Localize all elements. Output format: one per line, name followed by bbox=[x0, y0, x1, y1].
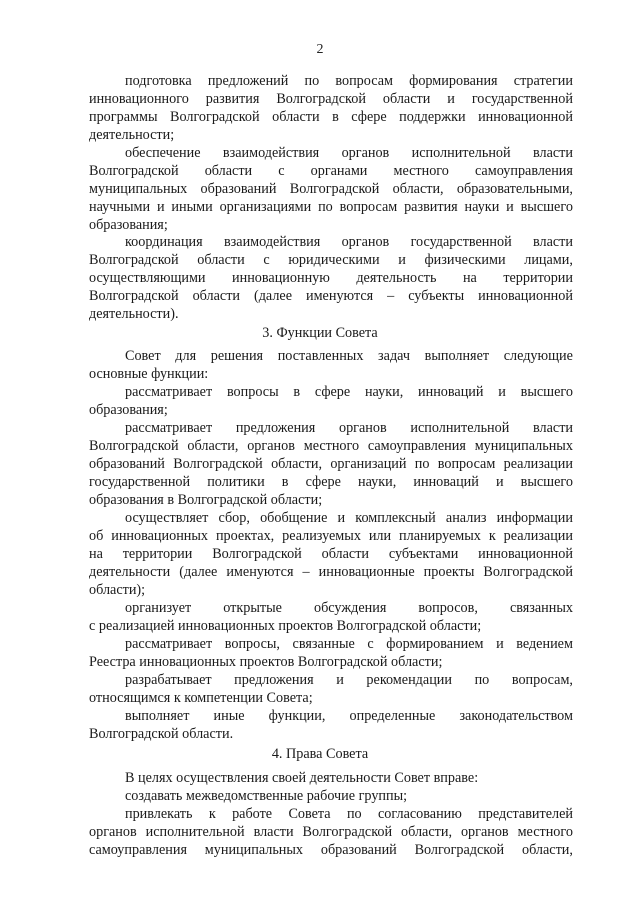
word: взаимодействия bbox=[223, 234, 321, 250]
word: лицами, bbox=[524, 252, 573, 268]
text-line: относящимся к компетенции Совета; bbox=[89, 690, 313, 706]
word: и bbox=[496, 636, 504, 652]
word: муниципальных bbox=[474, 438, 573, 454]
word: государственной bbox=[471, 91, 573, 107]
text-line: В целях осуществления своей деятельности Совет вправе: bbox=[125, 770, 479, 786]
word: организаций bbox=[330, 456, 407, 472]
word: органов bbox=[89, 824, 137, 840]
word: решения bbox=[210, 348, 264, 364]
text-line: основные функции: bbox=[89, 366, 209, 382]
word: сфере bbox=[351, 109, 387, 125]
word: об bbox=[89, 528, 104, 544]
text-line bbox=[125, 73, 573, 90]
word: в bbox=[281, 474, 289, 490]
text-line bbox=[89, 824, 573, 841]
text-line: деятельности). bbox=[89, 306, 179, 322]
text-line bbox=[125, 384, 573, 401]
word: Волгоградской bbox=[173, 456, 263, 472]
word: на bbox=[462, 270, 477, 286]
word: области, bbox=[401, 824, 452, 840]
word: и bbox=[398, 252, 406, 268]
word: по bbox=[304, 73, 320, 89]
text-line bbox=[125, 145, 573, 162]
word: науки, bbox=[358, 474, 397, 490]
word: обеспечение bbox=[125, 145, 201, 161]
word: области, bbox=[271, 456, 323, 472]
text-line bbox=[125, 672, 573, 689]
word: области bbox=[272, 109, 320, 125]
word: комплексный bbox=[355, 510, 436, 526]
word: с bbox=[263, 252, 270, 268]
text-line: области); bbox=[89, 582, 146, 598]
text-line bbox=[89, 252, 573, 269]
word: с bbox=[367, 636, 374, 652]
text-line bbox=[89, 288, 573, 305]
text-line: Волгоградской области. bbox=[89, 726, 234, 742]
word: вопросам bbox=[437, 456, 496, 472]
text-line: Реестра инновационных проектов Волгоградской области; bbox=[89, 654, 443, 670]
word: вопросов, bbox=[418, 600, 478, 616]
section-heading-functions: 3. Функции Совета bbox=[262, 325, 378, 341]
text-line bbox=[125, 600, 573, 617]
word: самоуправления bbox=[89, 842, 187, 858]
word: области bbox=[321, 546, 370, 562]
word: сбор, bbox=[218, 510, 250, 526]
word: Волгоградской bbox=[89, 163, 179, 179]
word: и bbox=[506, 199, 514, 215]
word: связанных bbox=[509, 600, 573, 616]
word: связанные bbox=[292, 636, 355, 652]
word: предложений bbox=[207, 73, 289, 89]
word: научными bbox=[89, 199, 151, 215]
word: Волгоградской bbox=[289, 181, 380, 197]
word: проекты bbox=[423, 564, 475, 580]
word: области bbox=[204, 163, 253, 179]
word: власти bbox=[532, 234, 573, 250]
word: Волгоградской bbox=[212, 546, 302, 562]
word: вопросы bbox=[226, 384, 279, 400]
word: программы bbox=[89, 109, 158, 125]
word: по bbox=[346, 806, 362, 822]
word: вопросы, bbox=[224, 636, 280, 652]
word: политики bbox=[207, 474, 265, 490]
word: субъектами bbox=[388, 546, 459, 562]
word: Волгоградской bbox=[89, 288, 179, 304]
word: к bbox=[208, 806, 216, 822]
word: именуются bbox=[305, 288, 374, 304]
word: обсуждения bbox=[313, 600, 387, 616]
word: и bbox=[447, 91, 455, 107]
text-line bbox=[89, 528, 573, 545]
word: сфере bbox=[305, 474, 341, 490]
word: законодательством bbox=[459, 708, 573, 724]
word: вопросам, bbox=[511, 672, 573, 688]
word: и bbox=[336, 672, 344, 688]
word: территории bbox=[122, 546, 193, 562]
word: образований bbox=[89, 456, 165, 472]
word: формирования bbox=[409, 73, 498, 89]
word: области, bbox=[187, 438, 239, 454]
word: реализации bbox=[503, 456, 573, 472]
text-line bbox=[89, 842, 573, 859]
word: территории bbox=[503, 270, 573, 286]
word: образовательными, bbox=[456, 181, 573, 197]
word: реализации bbox=[503, 528, 573, 544]
word: Волгоградской bbox=[170, 109, 260, 125]
word: и bbox=[156, 199, 165, 215]
text-line: образования в Волгоградской области; bbox=[89, 492, 323, 508]
text-line bbox=[125, 420, 573, 437]
word: инновационной bbox=[478, 109, 573, 125]
word: инноваций bbox=[418, 384, 484, 400]
word: исполнительной bbox=[410, 420, 510, 436]
word: физическими bbox=[424, 252, 506, 268]
word: поддержки bbox=[399, 109, 466, 125]
word: осуществляет bbox=[125, 510, 209, 526]
word: выполняет bbox=[424, 348, 490, 364]
word: Совет bbox=[125, 348, 161, 364]
word: юридическими bbox=[288, 252, 380, 268]
word: власти bbox=[533, 420, 573, 436]
text-line bbox=[89, 270, 573, 287]
text-line: образования; bbox=[89, 217, 168, 233]
text-line bbox=[89, 163, 573, 180]
word: рассматривает bbox=[125, 384, 213, 400]
word: предложения bbox=[235, 420, 316, 436]
text-line bbox=[89, 456, 573, 473]
word: и bbox=[337, 510, 346, 526]
word: разрабатывает bbox=[125, 672, 212, 688]
word: государственной bbox=[89, 474, 191, 490]
word: предложения bbox=[234, 672, 314, 688]
word: для bbox=[175, 348, 197, 364]
text-line bbox=[89, 438, 573, 455]
word: задач bbox=[378, 348, 411, 364]
word: развития bbox=[205, 91, 260, 107]
text-line: образования; bbox=[89, 402, 168, 418]
word: формированием bbox=[386, 636, 484, 652]
word: – bbox=[302, 564, 310, 580]
word: инновационных bbox=[111, 528, 209, 544]
word: иные bbox=[213, 708, 245, 724]
word: вопросам bbox=[335, 73, 393, 89]
word: к bbox=[488, 528, 496, 544]
word: инновационной bbox=[478, 288, 573, 304]
word: субъекты bbox=[408, 288, 465, 304]
word: реализуемых bbox=[282, 528, 361, 544]
word: рассматривает bbox=[125, 420, 213, 436]
word: развития bbox=[404, 199, 458, 215]
text-line: создавать межведомственные рабочие группы; bbox=[125, 788, 408, 804]
word: по bbox=[474, 672, 490, 688]
word: привлекать bbox=[125, 806, 193, 822]
word: информации bbox=[496, 510, 573, 526]
word: органов bbox=[341, 145, 390, 161]
word: выполняет bbox=[125, 708, 190, 724]
word: науки, bbox=[364, 384, 404, 400]
text-line bbox=[89, 91, 573, 108]
word: области bbox=[382, 91, 431, 107]
word: инновационные bbox=[318, 564, 415, 580]
word: образований bbox=[320, 842, 397, 858]
word: органов bbox=[341, 234, 390, 250]
word: сфере bbox=[314, 384, 351, 400]
word: инновационной bbox=[478, 546, 573, 562]
word: или bbox=[368, 528, 392, 544]
word: Совета bbox=[288, 806, 331, 822]
word: Волгоградской bbox=[414, 842, 505, 858]
word: области bbox=[192, 288, 240, 304]
word: (далее bbox=[179, 564, 218, 580]
section-heading-rights: 4. Права Совета bbox=[271, 746, 369, 762]
word: муниципальных bbox=[204, 842, 304, 858]
word: местного bbox=[303, 438, 360, 454]
word: стратегии bbox=[513, 73, 573, 89]
word: Волгоградской bbox=[89, 438, 179, 454]
word: работе bbox=[232, 806, 273, 822]
word: органов bbox=[338, 420, 387, 436]
word: Волгоградской bbox=[276, 91, 366, 107]
word: Волгоградской bbox=[89, 252, 179, 268]
text-line bbox=[89, 181, 573, 198]
word: местного bbox=[393, 163, 449, 179]
text-line bbox=[89, 199, 573, 216]
word: именуются bbox=[226, 564, 294, 580]
word: в bbox=[293, 384, 301, 400]
word: рассматривает bbox=[125, 636, 213, 652]
text-line bbox=[89, 474, 573, 491]
word: инновационную bbox=[232, 270, 330, 286]
word: в bbox=[332, 109, 339, 125]
word: проектах, bbox=[215, 528, 275, 544]
text-line bbox=[125, 348, 573, 365]
word: на bbox=[89, 546, 103, 562]
word: области bbox=[197, 252, 245, 268]
word: органов bbox=[247, 438, 295, 454]
word: деятельности bbox=[89, 564, 171, 580]
word: согласованию bbox=[378, 806, 462, 822]
word: организациями bbox=[219, 199, 312, 215]
text-line bbox=[125, 510, 573, 527]
word: власти bbox=[253, 824, 294, 840]
word: исполнительной bbox=[411, 145, 511, 161]
word: науки bbox=[464, 199, 500, 215]
word: высшего bbox=[520, 474, 573, 490]
word: инноваций bbox=[413, 474, 479, 490]
word: – bbox=[387, 288, 395, 304]
text-line bbox=[89, 109, 573, 126]
word: подготовка bbox=[125, 73, 192, 89]
word: деятельность bbox=[356, 270, 437, 286]
word: Волгоградской bbox=[483, 564, 573, 580]
word: анализ bbox=[445, 510, 487, 526]
word: органов bbox=[460, 824, 509, 840]
word: области, bbox=[392, 181, 444, 197]
word: рекомендации bbox=[366, 672, 452, 688]
word: следующие bbox=[503, 348, 573, 364]
word: представителей bbox=[478, 806, 573, 822]
text-line bbox=[125, 234, 573, 251]
page-number: 2 bbox=[316, 42, 324, 57]
word: вопросам bbox=[339, 199, 398, 215]
word: Волгоградской bbox=[302, 824, 393, 840]
text-line bbox=[125, 806, 573, 823]
word: государственной bbox=[410, 234, 512, 250]
word: взаимодействия bbox=[222, 145, 320, 161]
word: ведением bbox=[516, 636, 573, 652]
word: по bbox=[318, 199, 333, 215]
text-line bbox=[125, 708, 573, 725]
text-line: деятельности; bbox=[89, 127, 175, 143]
word: и bbox=[498, 384, 506, 400]
word: высшего bbox=[520, 384, 573, 400]
word: по bbox=[414, 456, 430, 472]
word: самоуправления bbox=[367, 438, 466, 454]
word: организует bbox=[125, 600, 192, 616]
word: органами bbox=[310, 163, 368, 179]
word: и bbox=[495, 474, 504, 490]
word: с bbox=[278, 163, 285, 179]
text-line bbox=[89, 546, 573, 563]
word: высшего bbox=[520, 199, 573, 215]
word: определенные bbox=[349, 708, 436, 724]
word: обобщение bbox=[260, 510, 328, 526]
word: осуществляющими bbox=[89, 270, 206, 286]
word: образований bbox=[200, 181, 277, 197]
word: координация bbox=[125, 234, 203, 250]
text-line bbox=[125, 636, 573, 653]
word: самоуправления bbox=[474, 163, 573, 179]
word: иными bbox=[171, 199, 213, 215]
word: функции, bbox=[268, 708, 326, 724]
word: власти bbox=[533, 145, 573, 161]
text-line: с реализацией инновационных проектов Волгоградской области; bbox=[89, 618, 482, 634]
word: поставленных bbox=[277, 348, 364, 364]
word: области, bbox=[521, 842, 573, 858]
word: местного bbox=[517, 824, 573, 840]
text-line bbox=[89, 564, 573, 581]
word: инновационного bbox=[89, 91, 189, 107]
word: планируемых bbox=[399, 528, 481, 544]
word: (далее bbox=[253, 288, 293, 304]
word: открытые bbox=[223, 600, 282, 616]
word: муниципальных bbox=[89, 181, 188, 197]
word: исполнительной bbox=[145, 824, 245, 840]
